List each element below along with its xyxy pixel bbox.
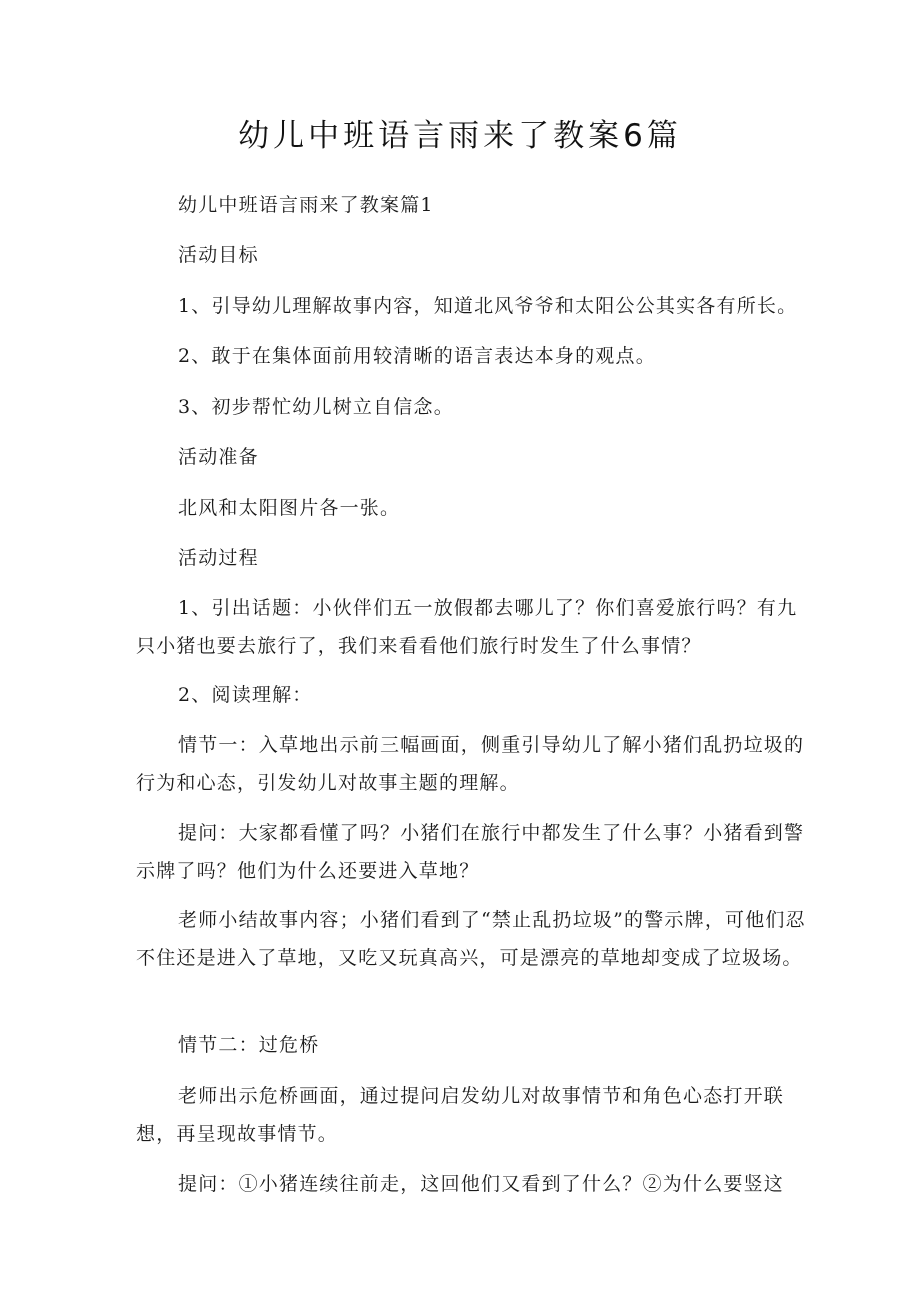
paragraph: 2、敢于在集体面前用较清晰的语言表达本身的观点。: [178, 345, 656, 367]
paragraph: 老师小结故事内容；小猪们看到了“禁止乱扔垃圾”的警示牌，可他们忍不住还是进入了草地，又吃又玩真高兴，可是漂亮的草地却变成了垃圾场。: [136, 909, 806, 969]
paragraph: 提问：大家都看懂了吗？小猪们在旅行中都发生了什么事？小猪看到警示牌了吗？他们为什么还要进入草地？: [136, 822, 805, 882]
subheading-activity-goals: 活动目标: [178, 244, 259, 266]
document-title: 幼儿中班语言雨来了教案6篇: [238, 118, 682, 154]
paragraph: 老师出示危桥画面，通过提问启发幼儿对故事情节和角色心态打开联想，再呈现故事情节。: [136, 1085, 785, 1145]
subheading-activity-prep: 活动准备: [178, 446, 259, 468]
section-heading: 幼儿中班语言雨来了教案篇1: [178, 194, 434, 216]
paragraph: 2、阅读理解：: [178, 684, 313, 706]
subheading-activity-process: 活动过程: [178, 547, 259, 569]
paragraph: 提问：①小猪连续往前走，这回他们又看到了什么？②为什么要竖这: [178, 1173, 785, 1195]
paragraph: 1、引出话题：小伙伴们五一放假都去哪儿了？你们喜爱旅行吗？有九只小猪也要去旅行了，我们来看看他们旅行时发生了什么事情？: [136, 597, 798, 657]
paragraph: 3、初步帮忙幼儿树立自信念。: [178, 396, 454, 418]
paragraph: 北风和太阳图片各一张。: [178, 497, 401, 519]
paragraph: 1、引导幼儿理解故事内容，知道北风爷爷和太阳公公其实各有所长。: [178, 295, 798, 317]
paragraph: 情节一：入草地出示前三幅画面，侧重引导幼儿了解小猪们乱扔垃圾的行为和心态，引发幼儿对故事主题的理解。: [136, 734, 805, 794]
subheading-plot-two: 情节二：过危桥: [178, 1034, 320, 1056]
